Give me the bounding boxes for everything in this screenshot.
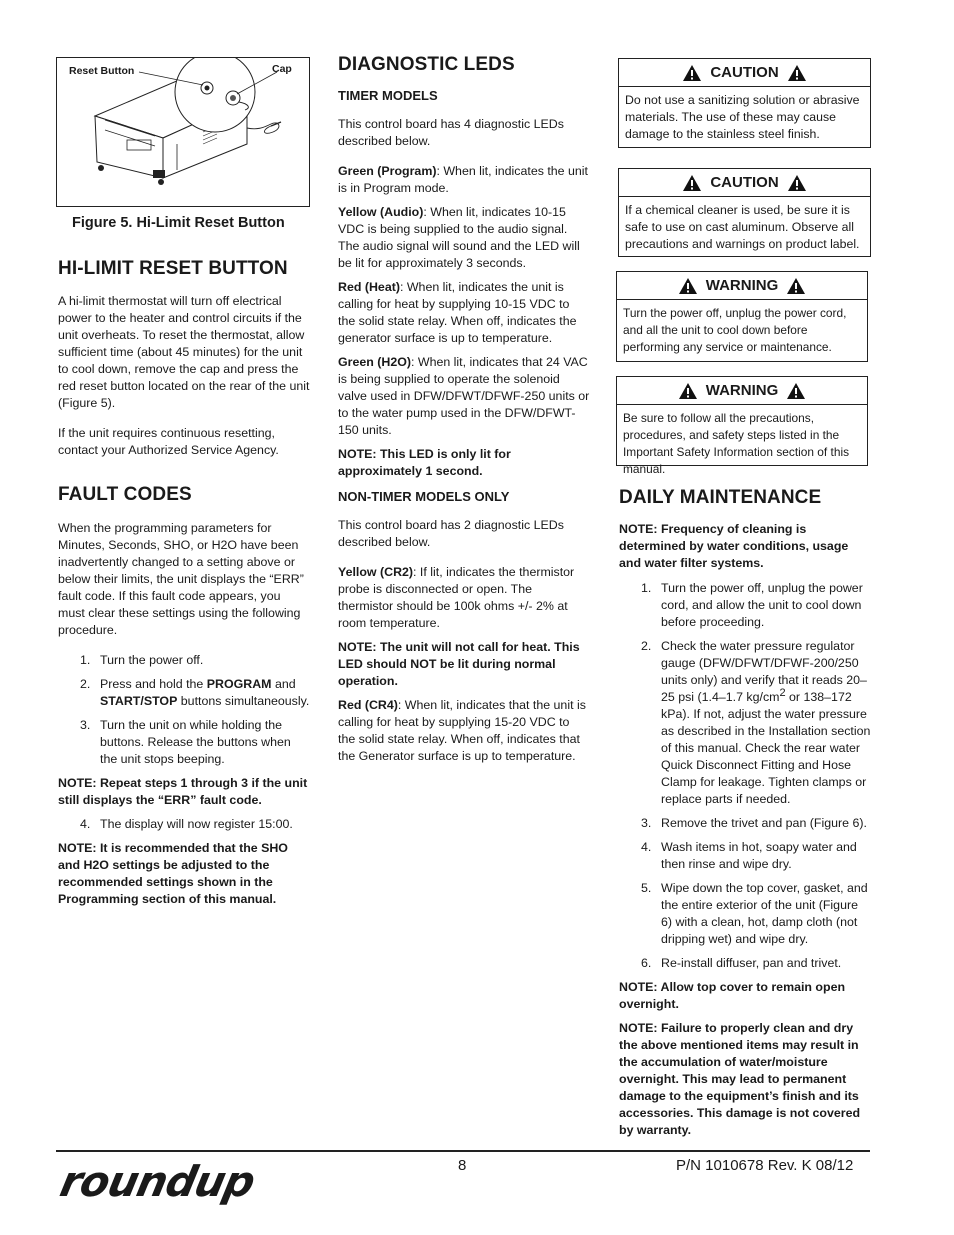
fault-codes-title: FAULT CODES xyxy=(58,484,192,505)
daily-step-4: 4. Wash items in hot, soapy water and then rinse and wipe dry. xyxy=(641,840,857,871)
diagnostic-leds-section xyxy=(338,54,590,765)
daily-note-failure: NOTE: Failure to properly clean and dry the above mentioned items may result in the accumulation of water/moisture overnight. This may lead to permanent damage to the equipment’s finish and its accessories. This damage is not covered by warranty. xyxy=(619,1021,861,1137)
led-green-program: Green (Program): When lit, indicates the unit is in Program mode. xyxy=(338,164,588,195)
page-number: 8 xyxy=(458,1157,467,1174)
caution-text: Do not use a sanitizing solution or abrasive materials. The use of these may cause damage to the stainless steel finish. xyxy=(625,93,860,141)
step-number: 2. xyxy=(80,677,91,691)
fault-codes-section xyxy=(58,484,310,908)
step-number: 4. xyxy=(641,840,652,854)
step-number: 3. xyxy=(641,816,652,830)
caution-box-2 xyxy=(618,168,871,257)
led-red-cr4: Red (CR4): When lit, indicates that the unit is calling for heat by supplying 15-20 VDC to the solid state relay. When off, indicates that the Generator surface is up to temperature. xyxy=(338,698,586,763)
warning-triangle-icon xyxy=(678,277,698,295)
caution-text: If a chemical cleaner is used, be sure it is safe to use on cast aluminum. Observe all precautions and warnings on product label. xyxy=(625,203,860,251)
led-yellow-cr2: Yellow (CR2): If lit, indicates the thermistor probe is disconnected or open. The thermistor should be 100k ohms +/- 2% at room temperature. xyxy=(338,565,575,630)
hi-limit-paragraph-1: A hi-limit thermostat will turn off electrical power to the heater and control circuits if the unit overheats. To reset the thermostat, allow sufficient time (about 45 minutes) for the unit to cool down, remove the cap and press the red reset button located on the rear of the unit (Figure 5). xyxy=(58,294,310,410)
fault-step-4: 4. The display will now register 15:00. xyxy=(80,817,293,831)
unit-illustration xyxy=(57,58,309,206)
fault-intro: When the programming parameters for Minutes, Seconds, SHO, or H2O have been inadvertently changed to a setting above or below their limits, the unit displays the “ERR” fault code. If this fault code appears, you must clear these settings using the following procedure. xyxy=(58,521,304,637)
roundup-logo: roundup xyxy=(56,1157,259,1206)
daily-maintenance-section xyxy=(619,487,871,1139)
timer-models-title: TIMER MODELS xyxy=(338,88,438,103)
caution-header: CAUTION xyxy=(619,169,870,197)
note-h2o: NOTE: This LED is only lit for approximately 1 second. xyxy=(338,447,511,478)
daily-step-5: 5. Wipe down the top cover, gasket, and the entire exterior of the unit (Figure 6) with a clean, hot, damp cloth (not dripping wet) and wipe dry. xyxy=(641,881,868,946)
daily-note-intro: NOTE: Frequency of cleaning is determined by water conditions, usage and water filter systems. xyxy=(619,522,849,570)
figure-label-cap: Cap xyxy=(272,63,292,75)
figure-caption: Figure 5. Hi-Limit Reset Button xyxy=(72,215,285,231)
step-number: 6. xyxy=(641,956,652,970)
program-button-name: PROGRAM xyxy=(206,677,272,691)
step-number: 3. xyxy=(80,718,91,732)
warning-text: Be sure to follow all the precautions, procedures, and safety steps listed in the Important Safety Information section of this manual. xyxy=(623,411,850,476)
warning-box-2 xyxy=(616,376,868,476)
led-green-h2o: Green (H2O): When lit, indicates that 24 VAC is being supplied to operate the solenoid valve used in DFW/DFWT/DFWF-250 units or to the water pump used in the DFW/DFWT-150 units. xyxy=(338,355,590,437)
daily-title: DAILY MAINTENANCE xyxy=(619,487,822,508)
non-timer-intro: This control board has 2 diagnostic LEDs described below. xyxy=(338,518,564,549)
warning-header: WARNING xyxy=(617,272,867,300)
led-yellow-audio: Yellow (Audio): When lit, indicates 10-15 VDC is being supplied to the audio signal. The audio signal will sound and the LED will be lit for approximately 3 seconds. xyxy=(338,205,580,270)
warning-triangle-icon xyxy=(678,382,698,400)
diagnostic-title: DIAGNOSTIC LEDS xyxy=(338,54,515,75)
warning-triangle-icon xyxy=(787,174,807,192)
hi-limit-section xyxy=(58,258,310,459)
non-timer-title: NON-TIMER MODELS ONLY xyxy=(338,489,510,504)
daily-step-1: 1. Turn the power off, unplug the power cord, and allow the unit to cool down before proceeding. xyxy=(641,581,863,629)
step-number: 4. xyxy=(80,817,91,831)
fault-note-1: NOTE: Repeat steps 1 through 3 if the unit still displays the “ERR” fault code. xyxy=(58,776,308,807)
step-number: 5. xyxy=(641,881,652,895)
start-stop-button-name: START/STOP xyxy=(100,694,178,708)
figure-box xyxy=(56,57,310,207)
caution-box-1 xyxy=(618,58,871,148)
step-number: 1. xyxy=(641,581,652,595)
daily-step-6: 6. Re-install diffuser, pan and trivet. xyxy=(641,956,842,970)
warning-box-1 xyxy=(616,271,868,362)
warning-triangle-icon xyxy=(786,382,806,400)
warning-header: WARNING xyxy=(617,377,867,405)
hi-limit-paragraph-2: If the unit requires continuous resetting, contact your Authorized Service Agency. xyxy=(58,426,279,457)
warning-triangle-icon xyxy=(682,64,702,82)
warning-triangle-icon xyxy=(787,64,807,82)
daily-note-cover: NOTE: Allow top cover to remain open overnight. xyxy=(619,980,846,1011)
footer-rule xyxy=(56,1150,870,1152)
warning-triangle-icon xyxy=(786,277,806,295)
daily-step-3: 3. Remove the trivet and pan (Figure 6). xyxy=(641,816,867,830)
led-red-heat: Red (Heat): When lit, indicates the unit is calling for heat by supplying 10-15 VDC to the solid state relay. When off, indicates the generator surface is up to temperature. xyxy=(338,280,577,345)
hi-limit-title: HI-LIMIT RESET BUTTON xyxy=(58,258,288,279)
timer-intro: This control board has 4 diagnostic LEDs described below. xyxy=(338,117,564,148)
warning-triangle-icon xyxy=(682,174,702,192)
figure-label-reset: Reset Button xyxy=(69,65,135,77)
step-number: 1. xyxy=(80,653,91,667)
fault-note-2: NOTE: It is recommended that the SHO and H2O settings be adjusted to the recommended settings shown in the Programming section of this manual. xyxy=(58,841,288,906)
fault-step-3: 3. Turn the unit on while holding the buttons. Release the buttons when the unit stops beeping. xyxy=(80,718,291,766)
note-cr2: NOTE: The unit will not call for heat. This LED should NOT be lit during normal operation. xyxy=(338,640,580,688)
fault-step-1: 1. Turn the power off. xyxy=(80,653,204,667)
part-number: P/N 1010678 Rev. K 08/12 xyxy=(676,1157,854,1174)
daily-step-2: 2. Check the water pressure regulator gauge (DFW/DFWT/DFWF-200/250 units only) and verify that it reads 20–25 psi (1.4–1.7 $kg/cm^2$ or 138–172 kPa). If not, adjust the water pressure as described in the Installation section of this manual. Check the rear water Quick Disconnect Fitting and Hose Clamp for leakage. Tighten clamps or replace parts if needed. xyxy=(641,639,871,806)
warning-text: Turn the power off, unplug the power cord, and all the unit to cool down before performing any service or maintenance. xyxy=(623,306,847,354)
caution-header: CAUTION xyxy=(619,59,870,87)
fault-step-2: 2. Press and hold the PROGRAM and START/STOP buttons simultaneously. xyxy=(80,677,310,708)
step-number: 2. xyxy=(641,639,652,653)
